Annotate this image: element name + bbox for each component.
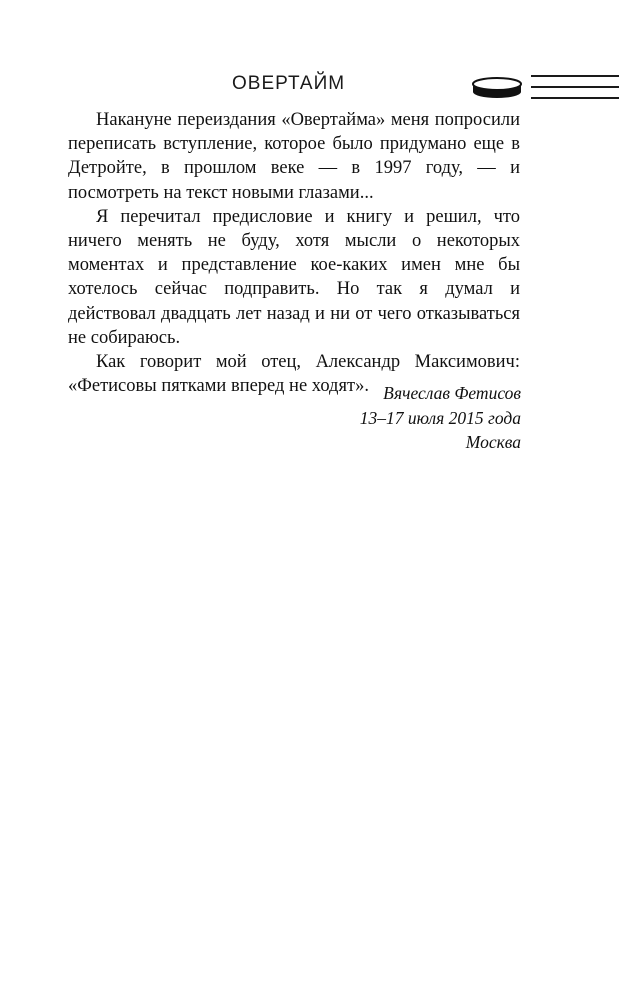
signature-date: 13–17 июля 2015 года [359, 407, 521, 428]
paragraph: Накануне переиздания «Овертайма» меня попросили переписать вступление, которое было придумано еще в Детройте, в прошлом веке — в 1997 году, — и посмотреть на текст новыми глазами... [68, 110, 520, 203]
signature-author: Вячеслав Фетисов [383, 383, 521, 403]
hockey-puck-icon [472, 76, 522, 100]
preface-text [68, 108, 520, 398]
signature-place: Москва [465, 432, 521, 452]
paragraph: Как говорит мой отец, Александр Максимович: «Фетисовы пятками вперед не ходят». [68, 352, 520, 397]
signature-block [360, 381, 521, 455]
header-rule-lines [531, 75, 619, 99]
running-head: ОВЕРТАЙМ [232, 73, 346, 94]
paragraph: Я перечитал предисловие и книгу и решил, что ничего менять не буду, хотя мысли о некоторых моментах и представление кое-каких имен мне бы хотелось сейчас подправить. Но так я думал и действовал двадцать лет назад и ни от чего отказываться не собираюсь. [68, 206, 520, 348]
